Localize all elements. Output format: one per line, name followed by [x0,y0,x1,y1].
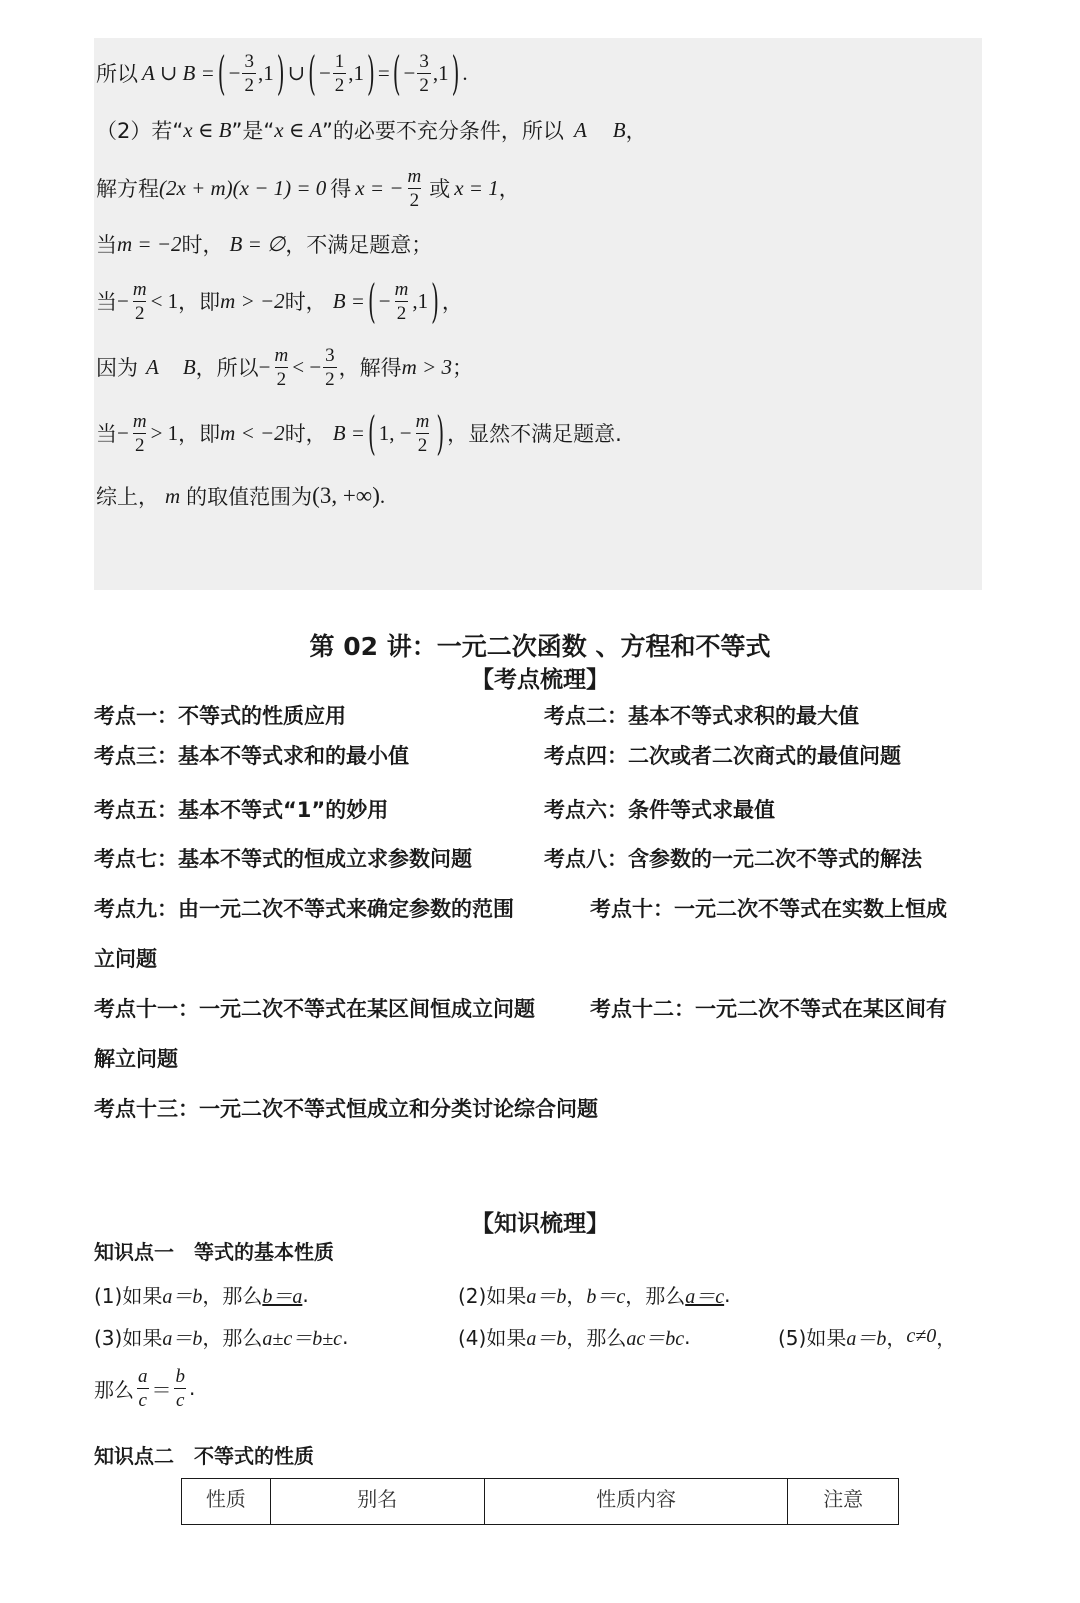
text: (1)如果 [94,1284,163,1308]
fraction [174,1367,188,1410]
math: − [258,354,271,379]
property-5 [778,1322,956,1351]
text: (5)如果 [778,1326,847,1350]
numerator: m [274,344,289,366]
math: − [117,288,129,313]
math: ,1 [432,60,449,85]
kaodian-item: 考点十三：一元二次不等式恒成立和分类讨论综合问题 [94,1097,598,1121]
math: − [318,60,331,85]
math: . [462,60,468,85]
math: a＝c [685,1286,725,1308]
math: ,1 [257,60,274,85]
math: m > 3 [401,354,453,379]
kaodian-item-cont: 立问题 [94,947,157,971]
kaodian-item: 考点七：基本不等式的恒成立求参数问题 [94,847,472,871]
text: ＝ [151,1377,172,1402]
lecture-title: 第 02 讲：一元二次函数 、方程和不等式 [309,632,771,661]
text: . [342,1324,349,1349]
math: x = − [355,175,404,200]
text: 时， [284,422,327,446]
solution-line-6 [96,340,473,394]
kaodian-item-cont: 解立问题 [94,1047,178,1071]
math: b＝a [262,1286,303,1308]
paren: ( [217,45,226,101]
kaodian-item: 考点十二：一元二次不等式在某区间有 [590,997,947,1021]
text: (4)如果 [458,1326,527,1350]
denominator: c [138,1389,147,1411]
kaodian-item: 考点二：基本不等式求积的最大值 [544,704,859,728]
math: m > −2 [220,288,285,313]
kaodian-item: 考点九：由一元二次不等式来确定参数的范围 [94,897,514,921]
kaodian-item: 考点十一：一元二次不等式在某区间恒成立问题 [94,997,535,1021]
math: m < −2 [220,420,285,445]
property-4 [458,1322,690,1351]
fraction [414,412,432,455]
paren: ) [276,45,285,101]
solution-line-5 [96,270,463,332]
paren: ( [392,45,401,101]
math: B [182,354,196,379]
fraction [417,52,431,95]
fraction [242,52,256,95]
math: m = −2 [117,231,182,256]
property-5-cont [94,1362,195,1414]
math: B = ∅ [229,231,286,256]
math: a＝b [162,1328,203,1350]
numerator: m [394,278,409,300]
text: ”是“ [231,119,275,143]
text: . [189,1376,196,1400]
text: ”的必要不充分条件，所以 [322,119,564,143]
property-2 [458,1280,730,1309]
solution-line-2 [96,114,647,146]
text: ，所以 [195,356,259,380]
text: ， [625,119,647,143]
numerator: b [175,1365,185,1387]
numerator: m [407,165,422,187]
solution-line-7 [96,402,622,464]
numerator: 3 [419,50,429,72]
fraction [393,280,411,323]
math: c≠0 [906,1325,937,1347]
fraction [273,346,291,389]
text: ，即 [178,290,221,314]
denominator: 2 [396,302,407,324]
math: B = [332,420,365,445]
fraction [131,412,149,455]
denominator: 2 [276,368,287,390]
math: x = 1 [454,175,499,200]
math: (2x + m)(x − 1) = 0 [159,175,327,200]
kaodian-item: 考点三：基本不等式求和的最小值 [94,744,409,768]
fraction [405,167,423,210]
math: B = [332,288,365,313]
math: − [117,420,129,445]
fraction [333,52,347,95]
math: m [165,483,181,508]
math: b＝c [586,1286,626,1308]
denominator: 2 [409,189,420,211]
denominator: 2 [134,302,145,324]
solution-line-1 [96,40,468,106]
denominator: 2 [419,74,429,96]
numerator: a [138,1365,148,1387]
math: x ∈ A [274,117,323,142]
math: A ∪ B = [142,60,215,85]
text: ，那么 [625,1284,686,1308]
math: ,1 [348,60,365,85]
kaodian-item: 考点五：基本不等式“1”的妙用 [94,798,389,822]
property-3 [94,1322,348,1351]
table-header-cell: 性质内容 [484,1479,788,1525]
numerator: m [132,410,147,432]
text: ， [441,290,463,314]
solution-line-4 [96,228,432,260]
text: 解方程 [96,177,159,201]
text: ， [886,1326,907,1350]
text: . [302,1282,309,1307]
text: ，那么 [202,1326,263,1350]
text: ，那么 [566,1326,627,1350]
text: 那么 [94,1377,134,1402]
text: 当 [96,233,117,257]
kaodian-item: 考点四：二次或者二次商式的最值问题 [544,744,901,768]
knowledge-point-1-title: 知识点一 等式的基本性质 [94,1240,334,1264]
paren: ) [431,273,439,329]
paren: ) [436,405,445,461]
kaodian-item: 考点八：含参数的一元二次不等式的解法 [544,847,922,871]
math: (3, +∞) [312,483,380,508]
property-1 [94,1280,309,1309]
table-header-cell: 性质 [182,1479,271,1525]
fraction [323,346,337,389]
text: 当 [96,290,117,314]
property-table [181,1478,899,1525]
text: (3)如果 [94,1326,163,1350]
text: ，即 [178,422,221,446]
paren: ( [367,273,376,329]
fraction [131,280,149,323]
math: < − [292,354,322,379]
text: 因为 [96,356,138,380]
denominator: 2 [325,368,335,390]
math: − [228,60,241,85]
text: 综上， [96,485,159,509]
kaodian-item: 考点六：条件等式求最值 [544,798,775,822]
math: . [379,483,386,508]
math: − [378,288,391,313]
solution-line-8 [96,478,385,514]
text: (2)如果 [458,1284,527,1308]
kaodian-item: 考点一：不等式的性质应用 [94,704,346,728]
table-header-cell: 注意 [788,1479,899,1525]
text: 的取值范围为 [186,485,313,509]
math: ∪ [287,60,306,85]
kaodian-heading: 【考点梳理】 [471,667,609,693]
math: > 1 [150,420,179,445]
numerator: m [132,278,147,300]
table-header-cell: 别名 [270,1479,484,1525]
denominator: c [176,1389,185,1411]
numerator: 3 [325,344,335,366]
knowledge-point-2-title: 知识点二 不等式的性质 [94,1444,314,1468]
text: ，那么 [202,1284,263,1308]
solution-box [94,38,982,590]
text: ，显然不满足题意. [447,422,622,446]
math: = [377,60,390,85]
text: 得 [330,177,352,201]
text: 时， [284,290,327,314]
zhishi-heading: 【知识梳理】 [471,1211,609,1237]
fraction [136,1367,150,1410]
text: ； [452,356,474,380]
denominator: 2 [134,434,145,456]
math: a＝b [162,1286,203,1308]
text: ， [936,1326,957,1350]
text: （2）若“ [96,119,184,143]
math: a＝b [846,1328,887,1350]
text: 所以 [96,62,138,86]
paren: ) [367,45,375,101]
kaodian-item: 考点十：一元二次不等式在实数上恒成 [590,897,947,921]
text: 时， [181,233,224,257]
numerator: 3 [244,50,254,72]
math: 1, − [378,420,412,445]
text: 或 [429,177,451,201]
paren: ( [367,405,376,461]
paren: ) [451,45,460,101]
paren: ( [308,45,316,101]
numerator: m [415,410,430,432]
math: ,1 [412,288,429,313]
text: ，解得 [338,356,402,380]
denominator: 2 [334,74,345,96]
denominator: 2 [417,434,428,456]
math: B [612,117,626,142]
math: x ∈ B [183,117,232,142]
text: ， [566,1284,587,1308]
math: a±c＝b±c [262,1328,343,1350]
math: ac＝bc [626,1328,685,1350]
text: ，不满足题意； [285,233,433,257]
text: ， [498,177,520,201]
math: − [403,60,416,85]
math: A [146,354,159,379]
solution-line-3 [96,160,520,216]
numerator: 1 [334,50,345,72]
math: < 1 [150,288,179,313]
math: a＝b [526,1286,567,1308]
math: a＝b [526,1328,567,1350]
text: . [684,1324,691,1349]
text: 当 [96,422,117,446]
text: . [724,1282,731,1307]
denominator: 2 [244,74,254,96]
math: A [573,117,587,142]
table-header-row [182,1479,899,1525]
